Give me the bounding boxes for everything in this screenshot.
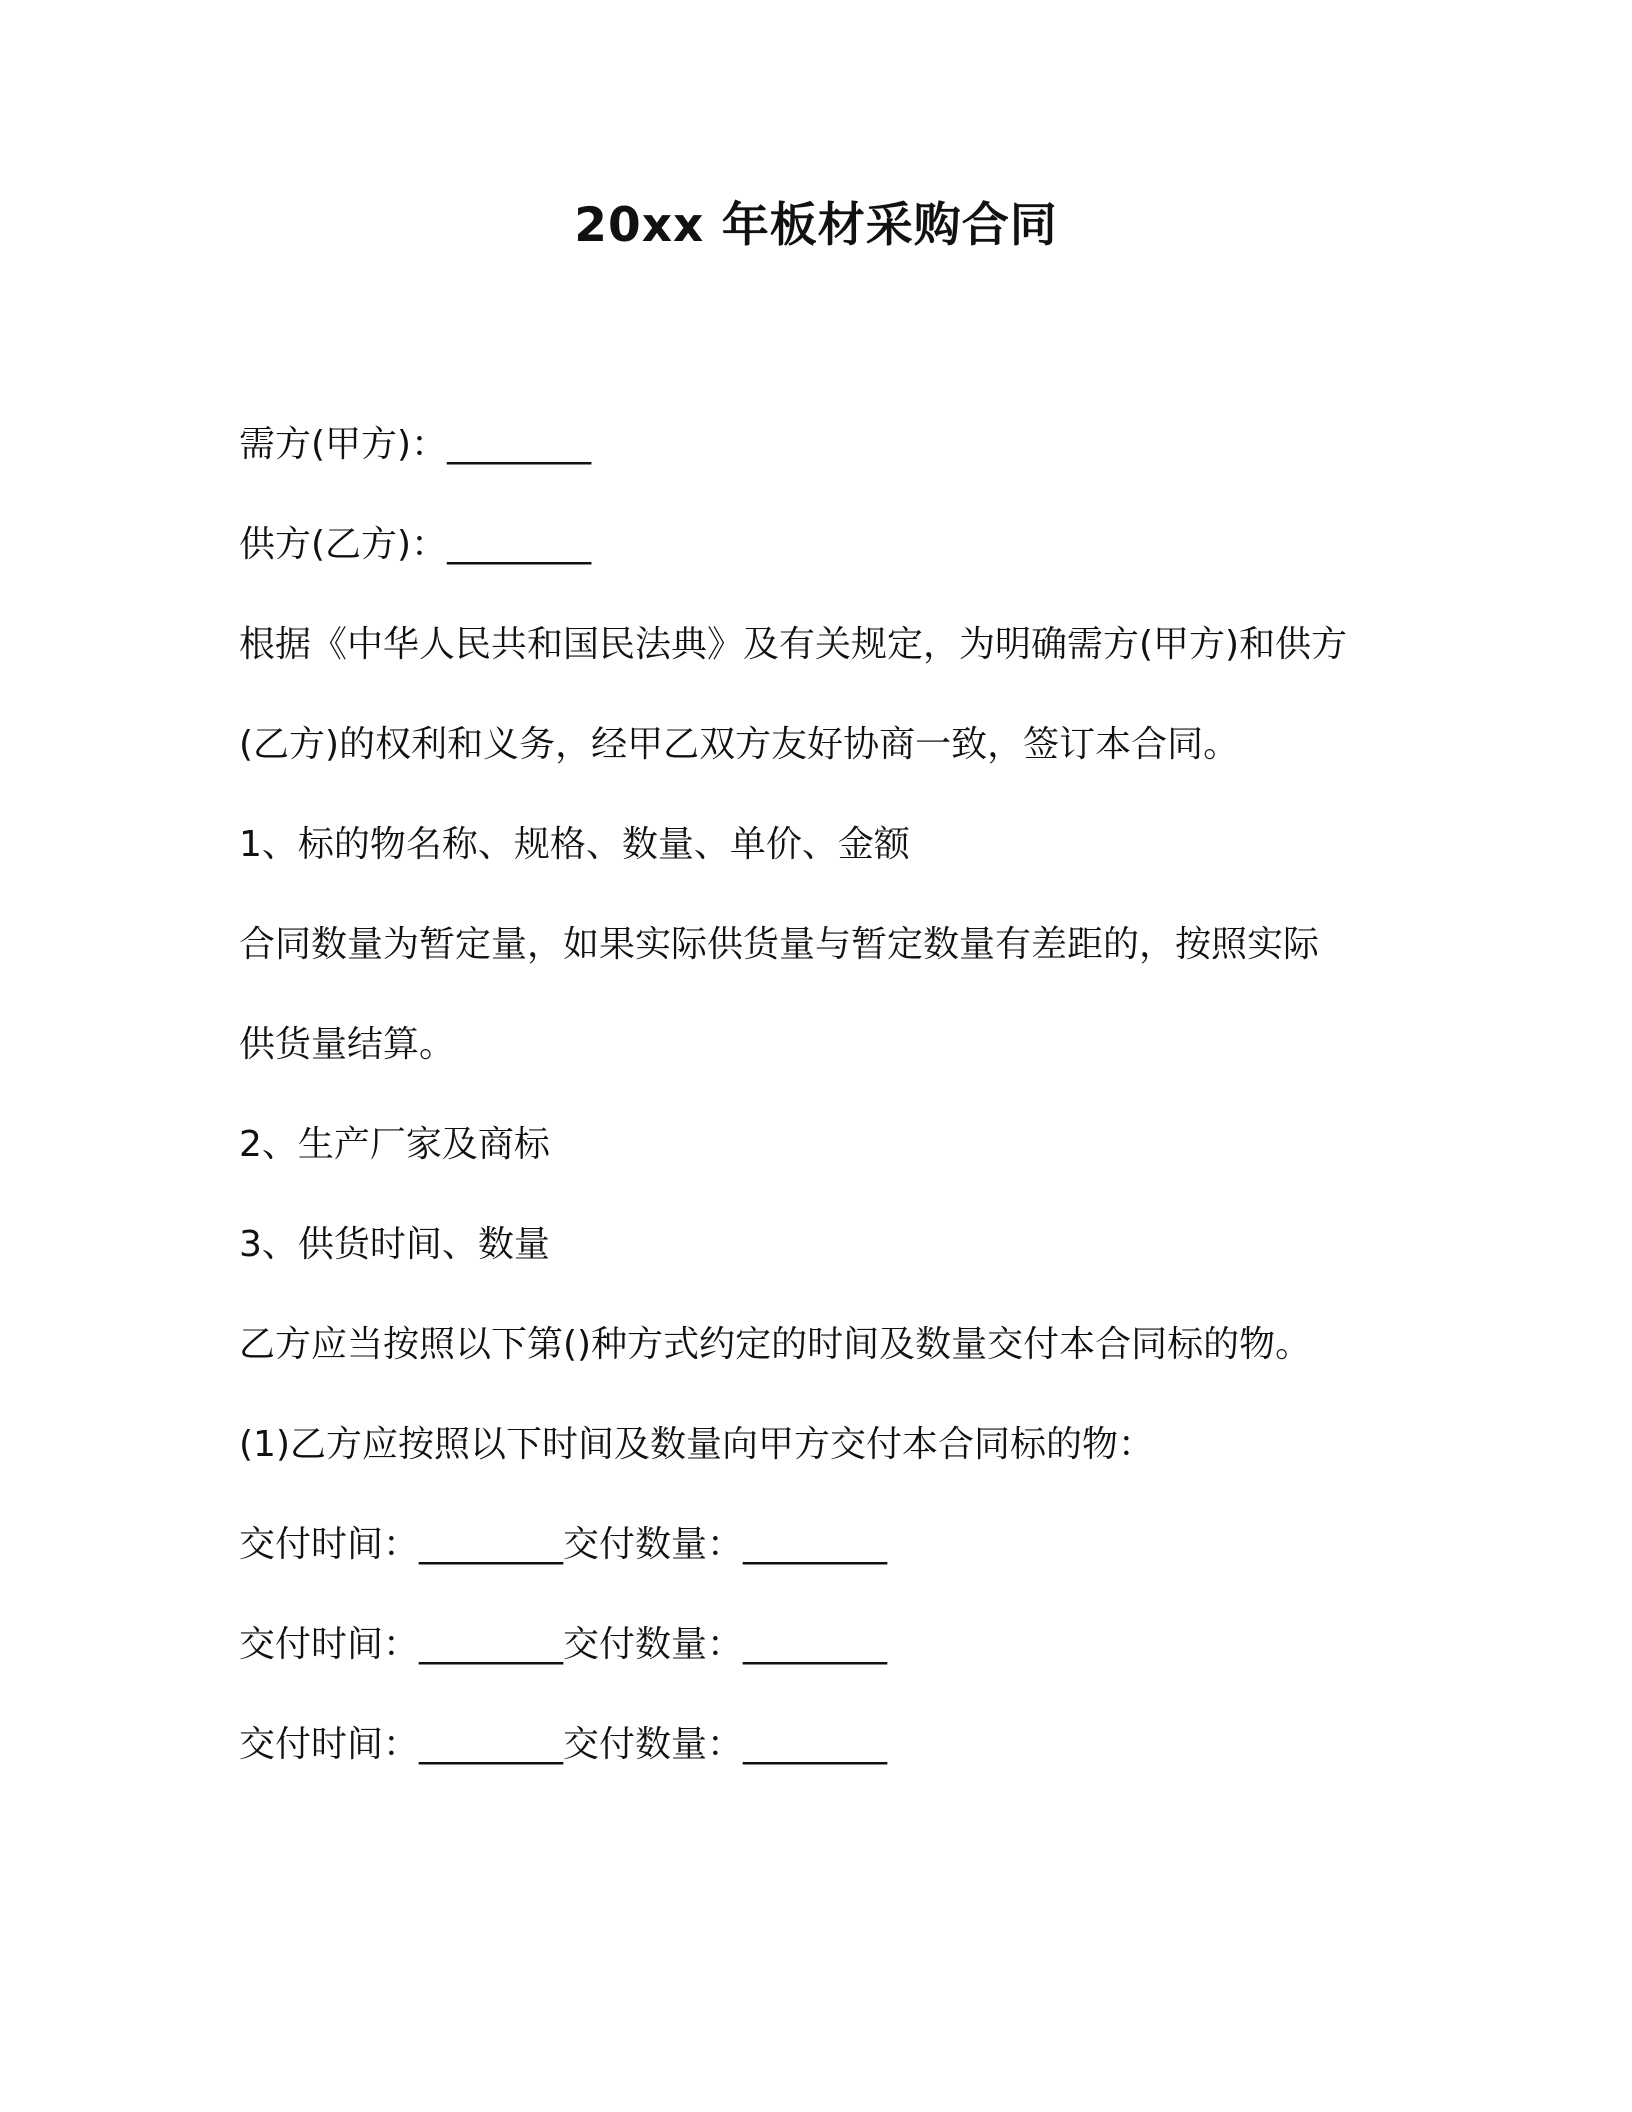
section-3-heading: 3、供货时间、数量 [239, 1224, 550, 1265]
delivery-method-paragraph: 乙方应当按照以下第()种方式约定的时间及数量交付本合同标的物。 [239, 1324, 1312, 1365]
delivery-option-1: (1)乙方应按照以下时间及数量向甲方交付本合同标的物： [239, 1424, 1154, 1465]
quantity-paragraph-line-1: 合同数量为暂定量，如果实际供货量与暂定数量有差距的，按照实际 [239, 924, 1320, 965]
supplier-party-line: 供方(乙方)：________ [239, 524, 592, 565]
delivery-schedule-row: 交付时间：________交付数量：________ [239, 1624, 888, 1665]
section-1-heading: 1、标的物名称、规格、数量、单价、金额 [239, 824, 910, 865]
document-title: 20xx 年板材采购合同 [574, 198, 1058, 253]
delivery-schedule-row: 交付时间：________交付数量：________ [239, 1724, 888, 1765]
quantity-paragraph-line-2: 供货量结算。 [239, 1024, 456, 1065]
preamble-line-2: (乙方)的权利和义务，经甲乙双方友好协商一致，签订本合同。 [239, 724, 1240, 765]
buyer-party-line: 需方(甲方)：________ [239, 424, 592, 465]
section-2-heading: 2、生产厂家及商标 [239, 1124, 550, 1165]
delivery-schedule-row: 交付时间：________交付数量：________ [239, 1524, 888, 1565]
preamble-line-1: 根据《中华人民共和国民法典》及有关规定，为明确需方(甲方)和供方 [239, 624, 1348, 665]
